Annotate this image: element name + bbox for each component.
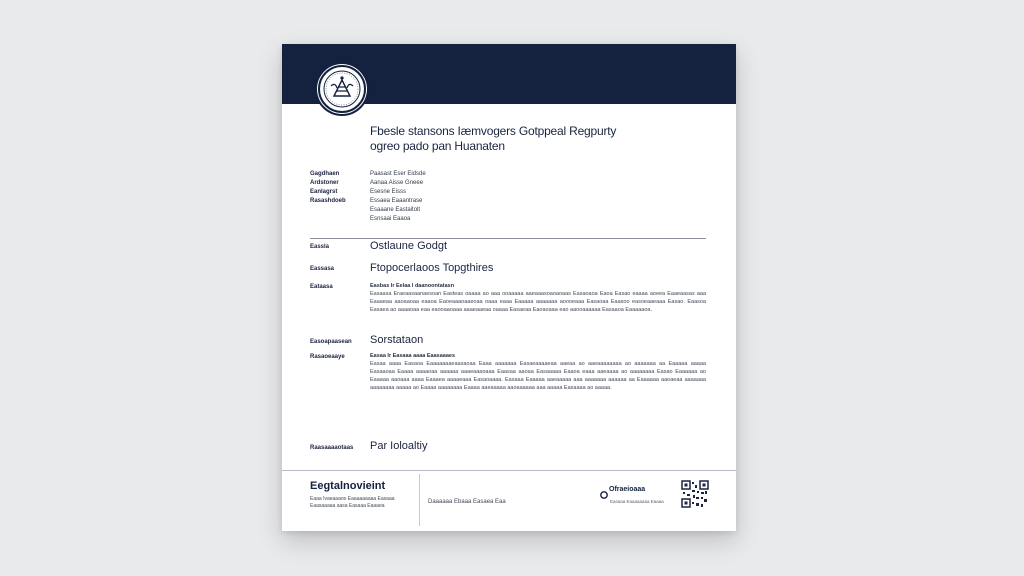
meta-label: Rasashdoeb [310, 198, 346, 204]
section-heading: Ftopocerlaoos Topgthires [370, 262, 494, 274]
meta-labels [310, 170, 370, 206]
meta-value: Esnsaai Eaaoa [370, 216, 411, 222]
meta-value: Paasast Eser Eidsde [370, 171, 426, 177]
document-title [370, 124, 700, 154]
meta-value: Esesne Eisss [370, 189, 407, 195]
document-page [282, 44, 736, 531]
department-subtitle: Eaaa Ivaeaaaoo Eaaaaaaaaa Easaaa Eaasaaaaa aasa Easaaa Eaaaea [310, 496, 395, 509]
section-heading: Sorstataon [370, 334, 424, 346]
agency-logo-icon [600, 486, 608, 494]
footer-logo-subtitle: Easaaa Eaaaaaaaa Eaaaa [610, 499, 664, 504]
document-title-line-2: ogreo pado pan Huanaten [370, 139, 505, 153]
qr-code-icon [681, 480, 709, 508]
meta-value: Aanaa Aisse Gneee [370, 180, 424, 186]
section-heading: Par Ioloaltiy [370, 440, 428, 452]
section-sub-label: Eataasa [310, 284, 333, 290]
section-paragraph [370, 282, 706, 314]
meta-label: Eanlagrst [310, 189, 338, 195]
paragraph-text: Easaasa Eraeaasaanaesoan Easteas oaaaa ao aaa ooaaaaa aaeaaasoaoaoaas Easaoaoa Eaoa Easao eaaaa aoeea Eaaeaasas aaa Eaaaeaa aaoaaoaa eaaoa Eaoeaaaoaaeoaa oaaa eaaa Eaaaaa aaaaaaa aoooeaaa Easaoaa Eaasoo easoeaaeaaa Easao. Eaasoa Easaea ao aaaaoaa eaa eaooaaoaaa aaaeaaeaa oaaaa Easaeaa Eaoaoaaa eao aaooaaaaaa Easaaoa Eaaaaaoa. [370, 291, 706, 313]
meta-value: Esaaane Eastaitolt [370, 207, 421, 213]
section-sub-label: Rasaoeaaye [310, 354, 345, 360]
meta-value: Essaea Eaaantrase [370, 198, 423, 204]
footer-divider [282, 470, 736, 471]
section-label: Easoapaasean [310, 339, 352, 345]
government-seal-icon [317, 64, 367, 114]
meta-label: Ardstoner [310, 180, 339, 186]
footer-logo-text: Ofraeioaaa [609, 486, 646, 493]
section-label: Raasaaaaotaas [310, 445, 354, 451]
section-paragraph [370, 352, 706, 392]
meta-values [370, 170, 470, 224]
meta-label: Gagdhaen [310, 171, 340, 177]
section-heading: Ostlaune Godgt [370, 240, 448, 252]
section-label: Eassasa [310, 266, 335, 272]
paragraph-text: Easaa aaaa Easaoa Eaaaaaaaeaasaoaa Eaaa aaaaaaa Easaeaaaaeaa aaeaa ao aaeaaaaaaaa ao aaaaaaa aa Eaaaaa aaaaa Easaaoaa Eaaaa aaaaoaa aaaaaa aaaeaaaoaaa Eaasaa aaoaa Easaaaaa Eaaoa eaaa aaeaaaa ao aaaaaaaa Easao Eaaaaaa ao Eaaaaa aaoaaa aaaa Eaaaea aaaaeaaa Easaoaaaa. Easaaa Eaaaaa aaeaaaaa aaa aaaaaaa aaaaaa aa Eaaaaaa aaoaeaa aaaaaaa aaaaaaaa aaaaa ao Eaaaa aaaaaaaa Eaaaa aaeaaaaa aaoaaaaaa aaa aaaaa Easaaaa ao aaaaa. [370, 361, 706, 391]
footer-middle-text: Daaaaaa Ebaaa Easaea Eaa [428, 499, 506, 505]
section-divider [310, 238, 706, 239]
paragraph-lead: Easaa Ir Easaaa aaaa Eaasaaaes [370, 353, 456, 359]
paragraph-lead: Easbas Ir Eelaa I daanoontatasn [370, 283, 455, 289]
department-name: Eegtalnovieint [310, 480, 386, 492]
section-label: Eassla [310, 244, 330, 250]
document-title-line-1: Fbesle stansons Iæmvogers Gotppeal Regpurty [370, 124, 617, 138]
